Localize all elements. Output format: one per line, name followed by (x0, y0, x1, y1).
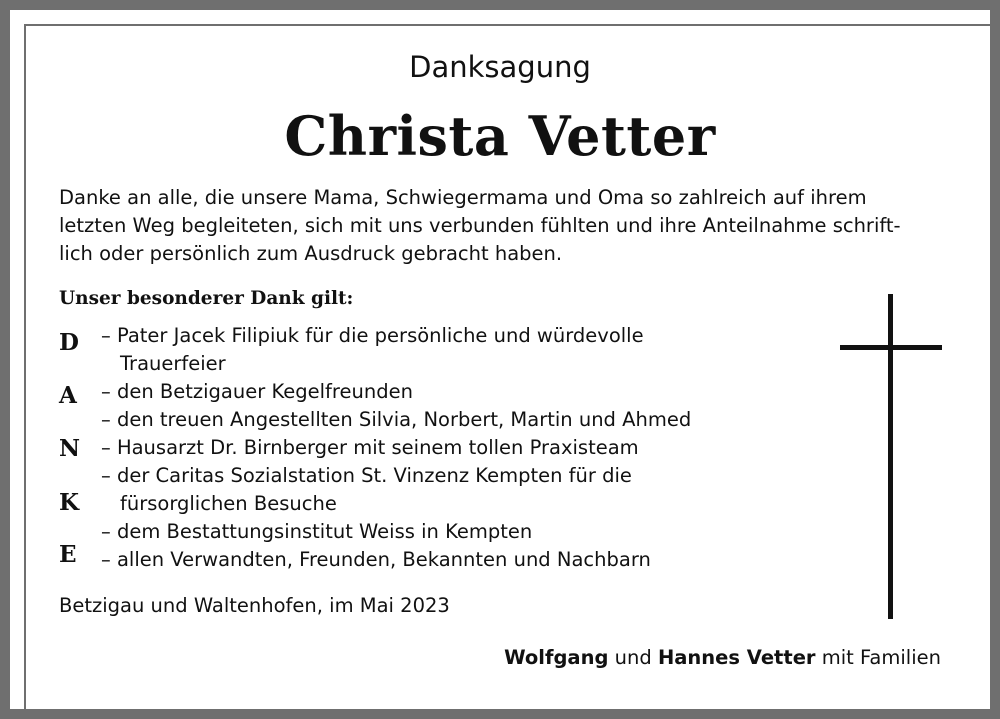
danke-letter-n: N (59, 435, 81, 462)
danke-letter-e: E (59, 541, 77, 568)
thanks-item-line: – Hausarzt Dr. Birnberger mit seinem tollen Praxisteam (101, 436, 639, 459)
cross-horizontal-bar (840, 345, 942, 350)
thanks-item (101, 406, 691, 434)
heading: Danksagung (409, 50, 591, 84)
signature (504, 646, 941, 669)
thanks-item-line: – den treuen Angestellten Silvia, Norbert, Martin und Ahmed (101, 408, 692, 431)
signature-conjunction: und (614, 646, 652, 669)
thanks-subheading: Unser besonderer Dank gilt: (59, 288, 354, 309)
thanks-item-continuation: Trauerfeier (120, 352, 226, 375)
thanks-item (101, 462, 632, 518)
danke-letter-d: D (59, 329, 79, 356)
thanks-item-line: – Pater Jacek Filipiuk für die persönliche und würdevolle (101, 324, 644, 347)
intro-line: lich oder persönlich zum Ausdruck gebracht haben. (59, 242, 563, 265)
thanks-item-continuation: fürsorglichen Besuche (120, 492, 337, 515)
cross-vertical-bar (888, 294, 893, 619)
intro-line: letzten Weg begleiteten, sich mit uns verbunden fühlten und ihre Anteilnahme schrift- (59, 214, 901, 237)
deceased-name: Christa Vetter (284, 104, 716, 168)
thanks-item-line: – den Betzigauer Kegelfreunden (101, 380, 413, 403)
thanks-item-line: – dem Bestattungsinstitut Weiss in Kempten (101, 520, 533, 543)
signature-suffix: mit Familien (821, 646, 941, 669)
danke-letter-k: K (59, 489, 79, 516)
place-date: Betzigau und Waltenhofen, im Mai 2023 (59, 594, 450, 617)
thanks-item (101, 546, 651, 574)
thanks-item (101, 518, 532, 546)
thanks-item (101, 434, 639, 462)
signature-name-1: Wolfgang (504, 646, 609, 669)
thanks-item-line: – allen Verwandten, Freunden, Bekannten und Nachbarn (101, 548, 651, 571)
signature-name-2: Hannes Vetter (657, 646, 816, 669)
intro-text (59, 184, 901, 268)
intro-line: Danke an alle, die unsere Mama, Schwiegermama und Oma so zahlreich auf ihrem (59, 186, 867, 209)
thanks-item (101, 378, 413, 406)
thanks-item (101, 322, 644, 378)
thanks-item-line: – der Caritas Sozialstation St. Vinzenz Kempten für die (101, 464, 632, 487)
danke-letter-a: A (59, 382, 77, 409)
